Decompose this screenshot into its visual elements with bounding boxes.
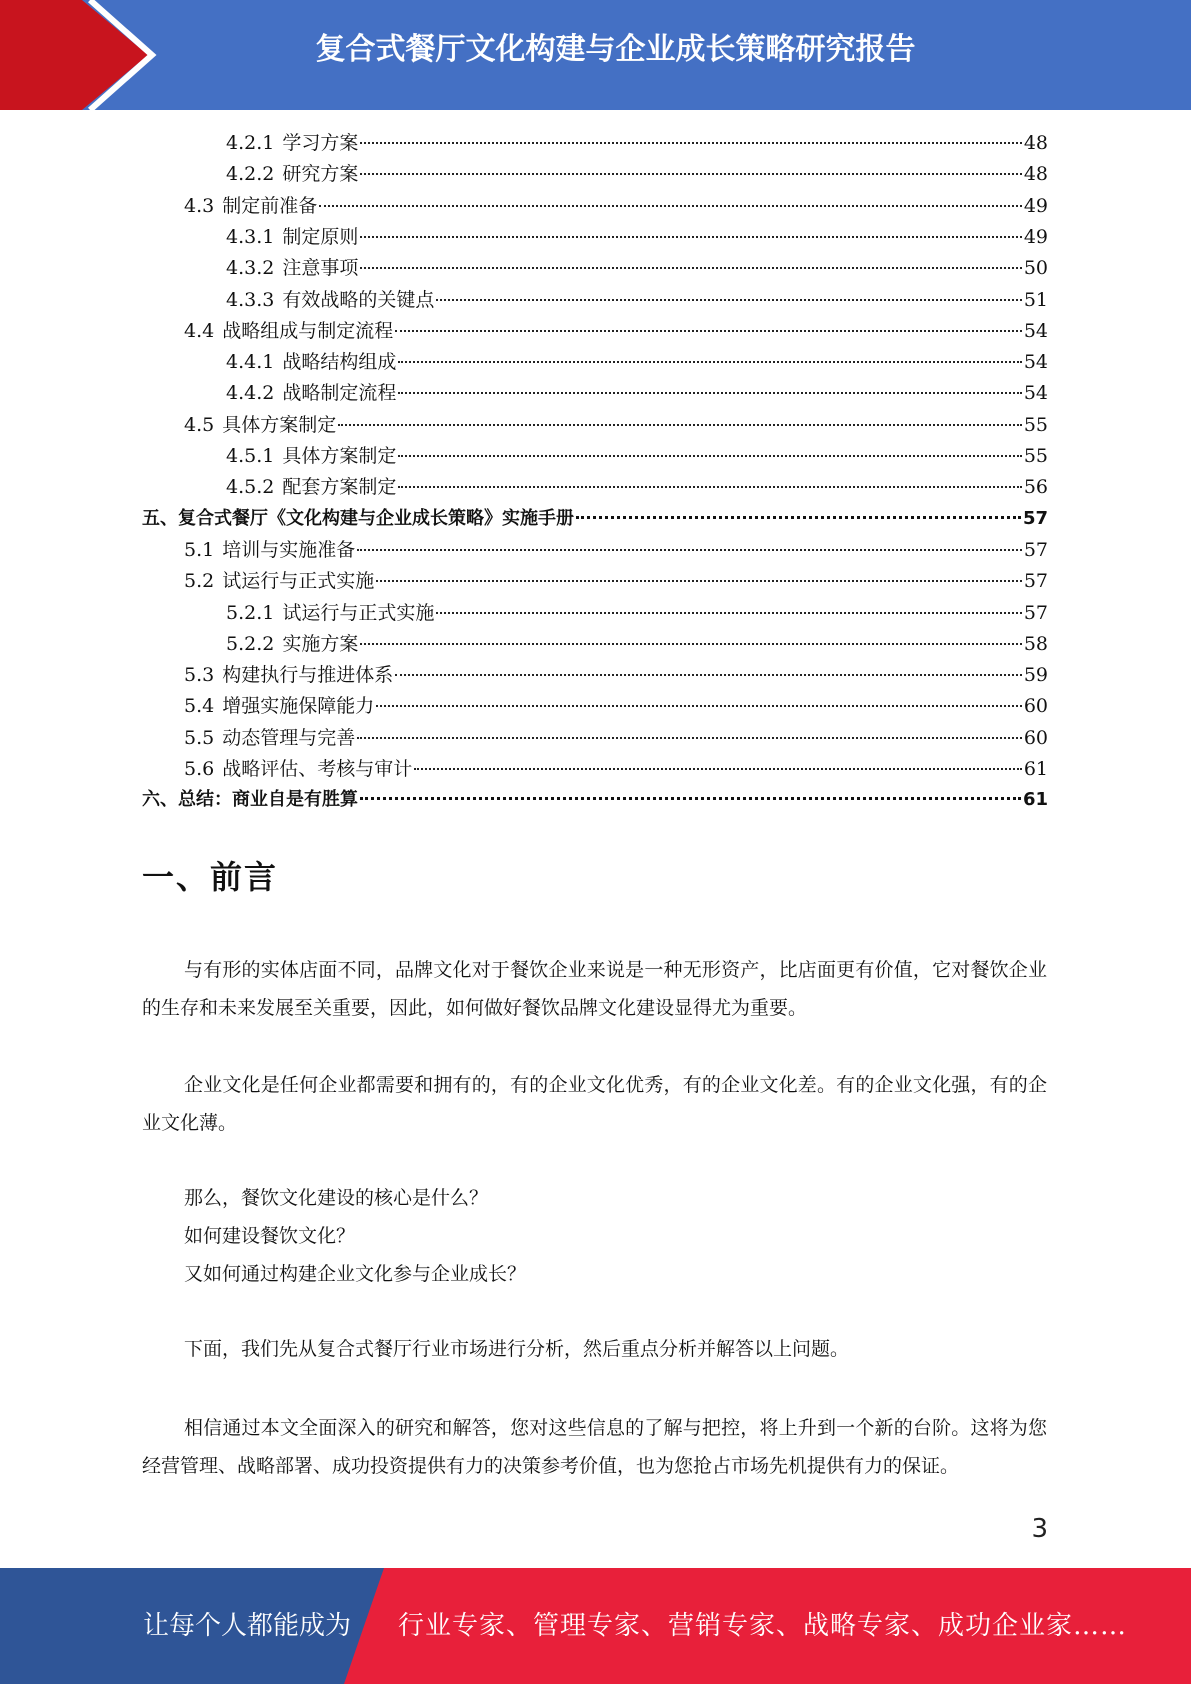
toc-entry[interactable] xyxy=(226,159,1048,189)
toc-entry-label: 战略评估、考核与审计 xyxy=(222,758,413,780)
toc-dot-leader xyxy=(357,737,1022,739)
paragraph-3: 下面，我们先从复合式餐厅行业市场进行分析，然后重点分析并解答以上问题。 xyxy=(184,1338,850,1360)
toc-entry-label: 配套方案制定 xyxy=(282,476,397,498)
footer-slogan-left: 让每个人都能成为 xyxy=(143,1611,352,1641)
toc-entry-number: 4.5.2 xyxy=(226,476,275,498)
toc-dot-leader xyxy=(414,768,1022,770)
toc-entry-page: 57 xyxy=(1023,602,1048,624)
toc-entry-label: 六、总结：商业自是有胜算 xyxy=(142,789,358,810)
toc-entry-label: 实施方案 xyxy=(282,633,359,655)
toc-entry[interactable] xyxy=(226,598,1048,628)
toc-entry[interactable] xyxy=(226,378,1048,408)
toc-entry[interactable] xyxy=(226,472,1048,502)
paragraph-2: 企业文化是任何企业都需要和拥有的，有的企业文化优秀，有的企业文化差。有的企业文化强，有的企业文化薄。 xyxy=(142,1074,1047,1134)
toc-entry-label: 注意事项 xyxy=(282,257,359,279)
toc-entry-label: 试运行与正式实施 xyxy=(222,570,375,592)
question-2: 如何建设餐饮文化？ xyxy=(184,1225,356,1247)
toc-entry-label: 战略组成与制定流程 xyxy=(222,320,394,342)
toc-entry-label: 战略结构组成 xyxy=(282,351,397,373)
toc-entry-number: 4.4.2 xyxy=(226,382,275,404)
toc-entry-label: 制定前准备 xyxy=(222,195,318,217)
toc-entry-page: 61 xyxy=(1023,758,1048,780)
toc-entry-number: 4.4.1 xyxy=(226,351,275,373)
toc-dot-leader xyxy=(398,486,1021,488)
toc-dot-leader xyxy=(338,424,1022,426)
toc-entry[interactable] xyxy=(142,785,1048,815)
toc-entry-page: 60 xyxy=(1023,727,1048,749)
toc-dot-leader xyxy=(395,330,1022,332)
section-heading: 一、前言 xyxy=(142,858,279,896)
toc-entry-page: 61 xyxy=(1022,789,1048,810)
toc-dot-leader xyxy=(360,643,1021,645)
toc-dot-leader xyxy=(376,580,1022,582)
toc-entry-label: 具体方案制定 xyxy=(222,414,337,436)
toc-dot-leader xyxy=(357,549,1022,551)
toc-entry-number: 5.2.1 xyxy=(226,602,275,624)
toc-entry-page: 57 xyxy=(1023,570,1048,592)
toc-entry-number: 5.2 xyxy=(184,570,215,592)
toc-dot-leader xyxy=(576,516,1021,519)
toc-dot-leader xyxy=(360,267,1021,269)
toc-entry-number: 4.3 xyxy=(184,195,215,217)
toc-entry-number: 4.2.1 xyxy=(226,132,275,154)
toc-entry-number: 4.3.1 xyxy=(226,226,275,248)
toc-entry-label: 培训与实施准备 xyxy=(222,539,356,561)
toc-entry-number: 5.4 xyxy=(184,695,215,717)
toc-dot-leader xyxy=(398,455,1021,457)
toc-dot-leader xyxy=(436,612,1021,614)
toc-entry[interactable] xyxy=(226,222,1048,252)
toc-entry[interactable] xyxy=(184,723,1048,753)
toc-entry-page: 57 xyxy=(1022,508,1048,529)
toc-entry-label: 学习方案 xyxy=(282,132,359,154)
toc-dot-leader xyxy=(395,674,1022,676)
toc-entry[interactable] xyxy=(184,535,1048,565)
report-title: 复合式餐厅文化构建与企业成长策略研究报告 xyxy=(315,32,916,67)
toc-entry[interactable] xyxy=(226,253,1048,283)
toc-entry[interactable] xyxy=(184,410,1048,440)
toc-entry-page: 49 xyxy=(1023,226,1048,248)
toc-entry[interactable] xyxy=(184,191,1048,221)
toc-entry-label: 试运行与正式实施 xyxy=(282,602,435,624)
toc-entry[interactable] xyxy=(184,754,1048,784)
toc-dot-leader xyxy=(360,142,1021,144)
toc-entry-label: 构建执行与推进体系 xyxy=(222,664,394,686)
toc-entry[interactable] xyxy=(142,504,1048,534)
toc-dot-leader xyxy=(360,173,1021,175)
toc-dot-leader xyxy=(398,361,1021,363)
question-1: 那么，餐饮文化建设的核心是什么？ xyxy=(184,1187,489,1209)
toc-entry-page: 57 xyxy=(1023,539,1048,561)
toc-entry-page: 60 xyxy=(1023,695,1048,717)
toc-entry[interactable] xyxy=(184,691,1048,721)
page-number: 3 xyxy=(1031,1514,1048,1544)
toc-entry-page: 54 xyxy=(1023,382,1048,404)
toc-entry-number: 4.5.1 xyxy=(226,445,275,467)
toc-entry-number: 5.2.2 xyxy=(226,633,275,655)
toc-entry-number: 5.5 xyxy=(184,727,215,749)
toc-entry-number: 5.1 xyxy=(184,539,215,561)
toc-entry-number: 4.3.2 xyxy=(226,257,275,279)
toc-entry[interactable] xyxy=(226,347,1048,377)
toc-entry[interactable] xyxy=(226,285,1048,315)
toc-entry-label: 制定原则 xyxy=(282,226,359,248)
toc-entry[interactable] xyxy=(184,316,1048,346)
toc-entry-label: 具体方案制定 xyxy=(282,445,397,467)
toc-entry-page: 55 xyxy=(1023,414,1048,436)
toc-entry-page: 59 xyxy=(1023,664,1048,686)
toc-entry-page: 55 xyxy=(1023,445,1048,467)
question-3: 又如何通过构建企业文化参与企业成长？ xyxy=(184,1263,527,1285)
toc-entry-page: 48 xyxy=(1023,163,1048,185)
toc-entry-label: 有效战略的关键点 xyxy=(282,289,435,311)
toc-entry[interactable] xyxy=(184,566,1048,596)
toc-dot-leader xyxy=(376,705,1022,707)
toc-dot-leader xyxy=(398,392,1021,394)
toc-dot-leader xyxy=(360,797,1021,800)
toc-entry-page: 48 xyxy=(1023,132,1048,154)
toc-dot-leader xyxy=(319,205,1022,207)
toc-entry-page: 56 xyxy=(1023,476,1048,498)
toc-entry-number: 4.4 xyxy=(184,320,215,342)
toc-entry-page: 58 xyxy=(1023,633,1048,655)
toc-entry-label: 研究方案 xyxy=(282,163,359,185)
toc-entry-page: 50 xyxy=(1023,257,1048,279)
toc-entry-number: 5.6 xyxy=(184,758,215,780)
toc-entry-label: 增强实施保障能力 xyxy=(222,695,375,717)
toc-entry-page: 54 xyxy=(1023,320,1048,342)
page-header xyxy=(0,0,1191,110)
toc-dot-leader xyxy=(436,299,1021,301)
toc-entry-page: 51 xyxy=(1023,289,1048,311)
toc-entry-label: 五、复合式餐厅《文化构建与企业成长策略》实施手册 xyxy=(142,508,574,529)
toc-entry-label: 战略制定流程 xyxy=(282,382,397,404)
toc-entry-number: 4.3.3 xyxy=(226,289,275,311)
toc-entry-number: 4.5 xyxy=(184,414,215,436)
toc-entry-page: 54 xyxy=(1023,351,1048,373)
toc-entry-label: 动态管理与完善 xyxy=(222,727,356,749)
toc-entry[interactable] xyxy=(226,441,1048,471)
toc-entry[interactable] xyxy=(184,660,1048,690)
toc-entry-number: 5.3 xyxy=(184,664,215,686)
paragraph-1: 与有形的实体店面不同，品牌文化对于餐饮企业来说是一种无形资产，比店面更有价值，它对餐饮企业的生存和未来发展至关重要，因此，如何做好餐饮品牌文化建设显得尤为重要。 xyxy=(142,959,1047,1019)
footer-slogan-right: 行业专家、管理专家、营销专家、战略专家、成功企业家…… xyxy=(398,1611,1128,1641)
toc-entry-page: 49 xyxy=(1023,195,1048,217)
paragraph-4: 相信通过本文全面深入的研究和解答，您对这些信息的了解与把控，将上升到一个新的台阶。这将为您经营管理、战略部署、成功投资提供有力的决策参考价值，也为您抢占市场先机提供有力的保证。 xyxy=(142,1417,1047,1477)
toc-dot-leader xyxy=(360,236,1021,238)
toc-entry-number: 4.2.2 xyxy=(226,163,275,185)
page-footer xyxy=(0,1568,1191,1684)
toc-entry[interactable] xyxy=(226,128,1048,158)
toc-entry[interactable] xyxy=(226,629,1048,659)
